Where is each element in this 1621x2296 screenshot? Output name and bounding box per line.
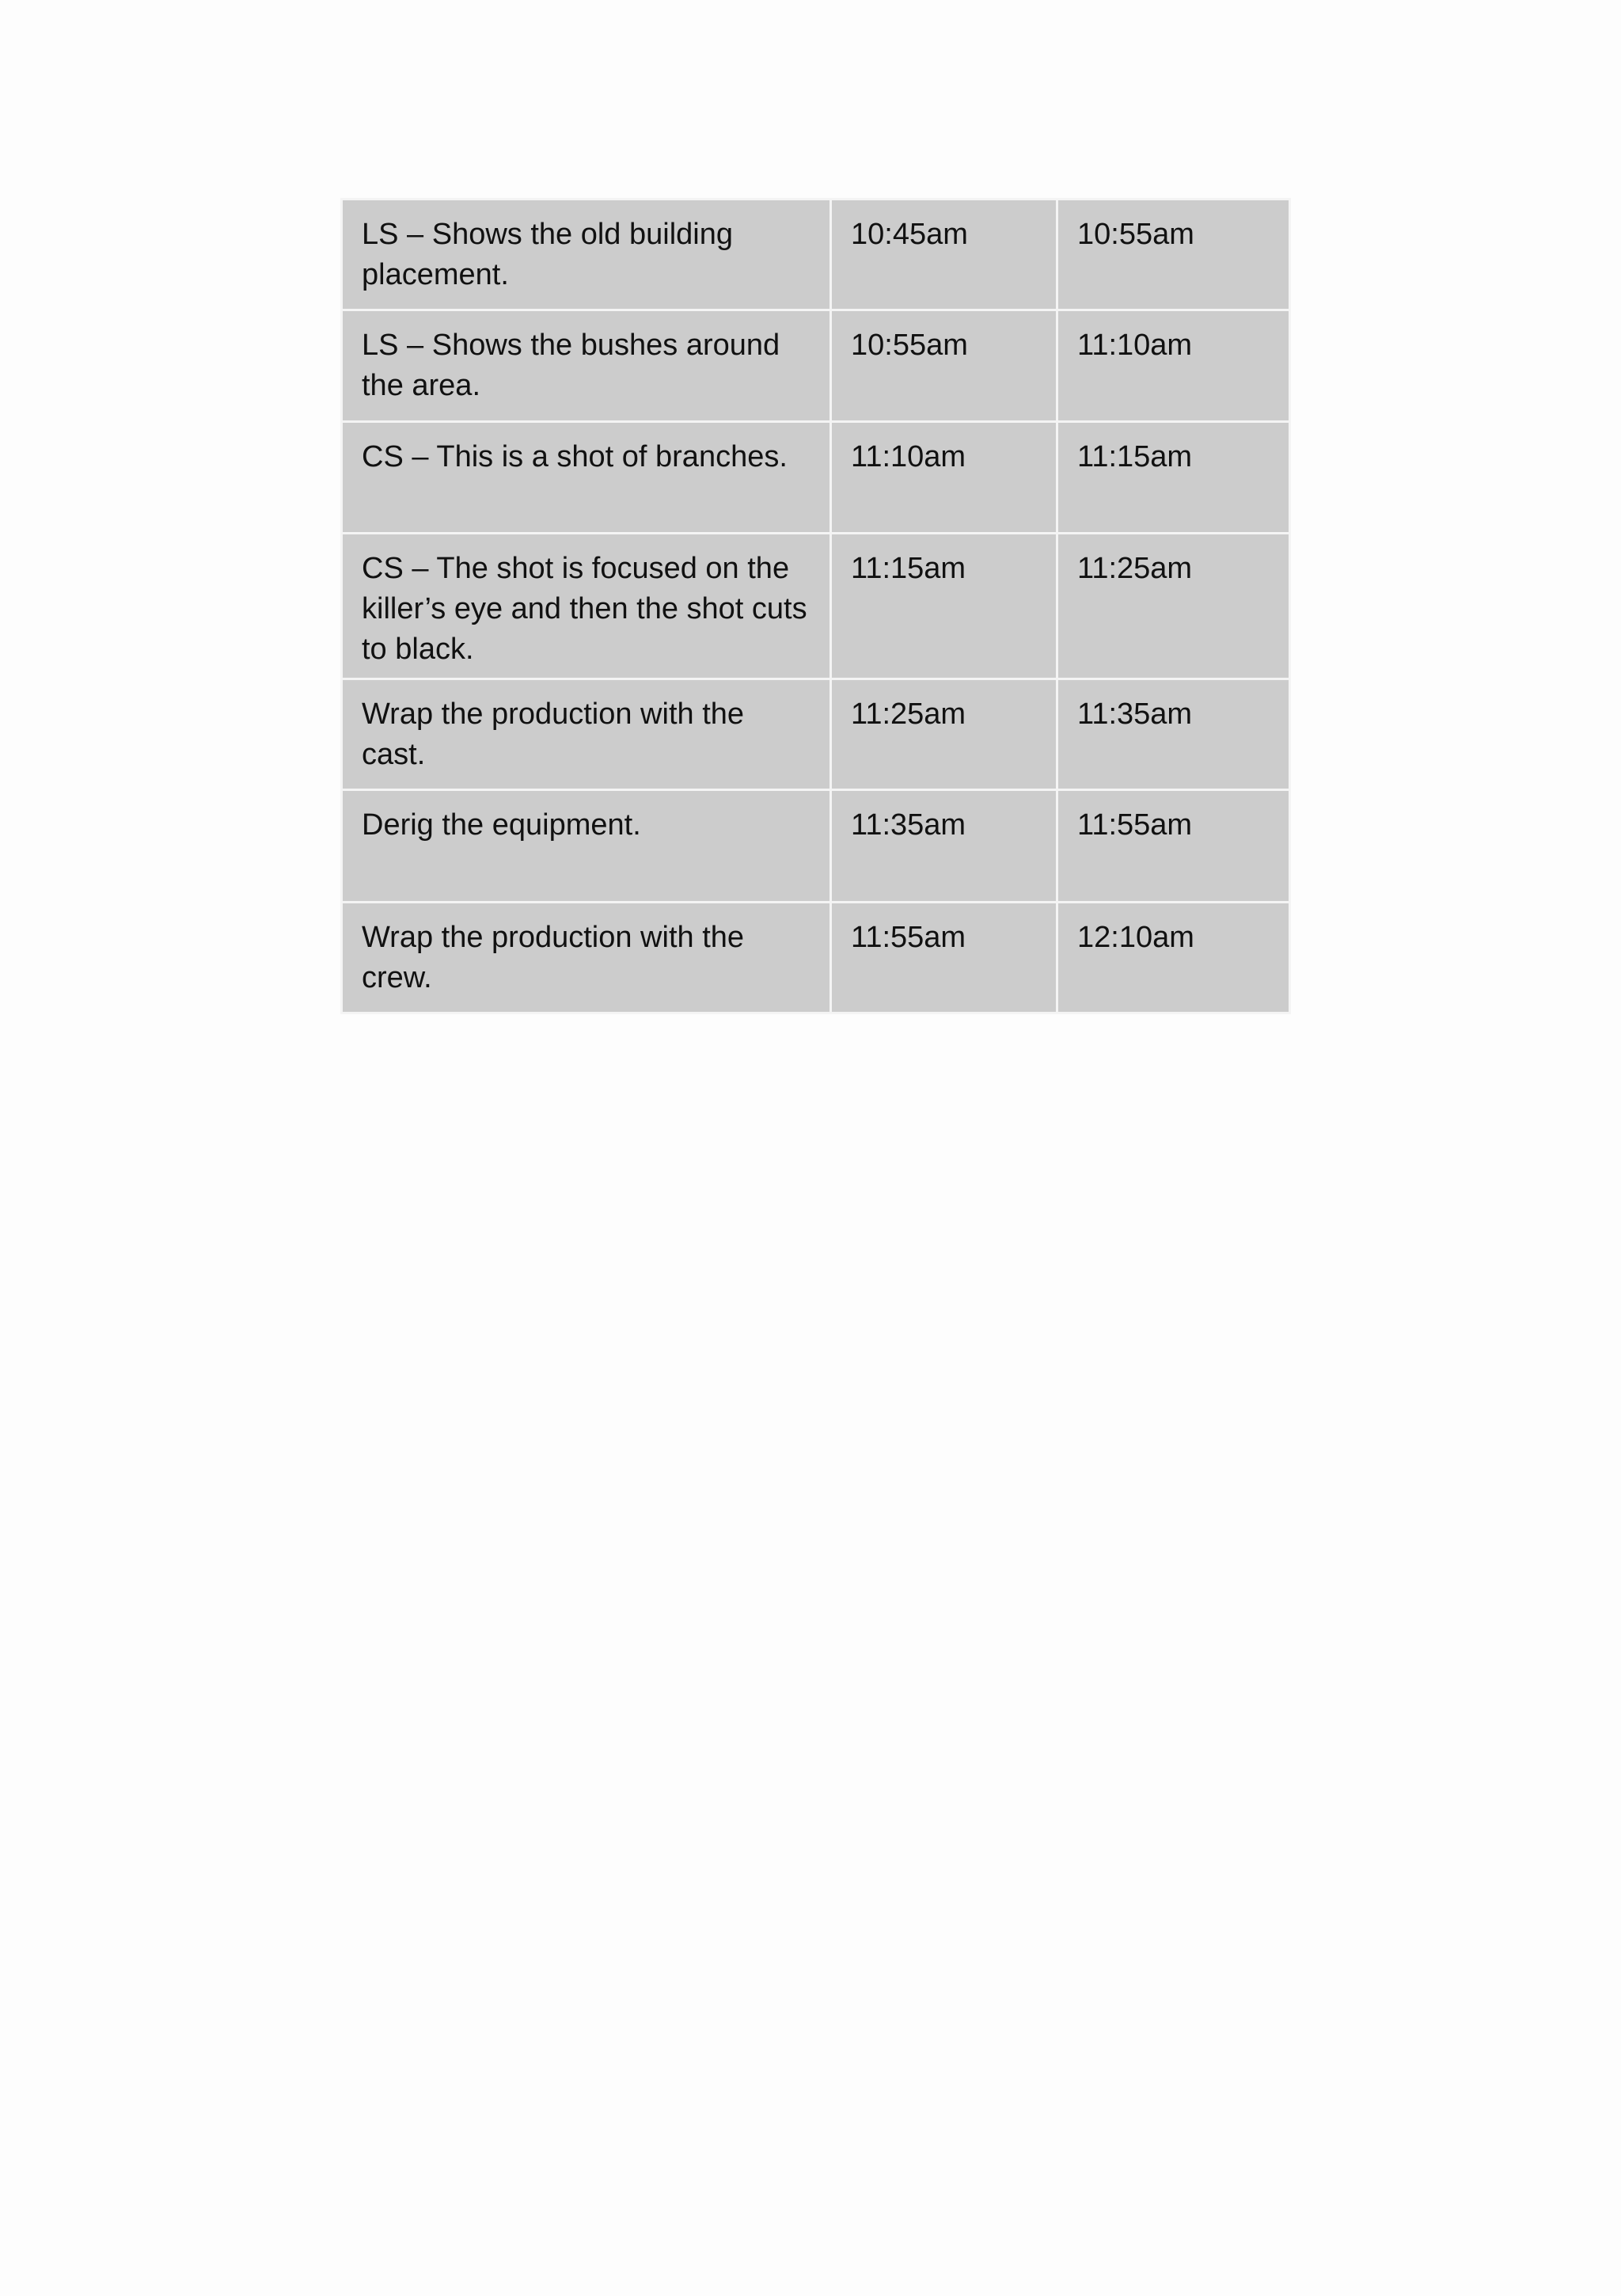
shot-description-cell: LS – Shows the old building placement. (342, 200, 831, 310)
start-time-cell: 11:10am (831, 422, 1057, 534)
end-time-cell: 12:10am (1057, 903, 1290, 1013)
table-row (342, 534, 1290, 679)
shot-description-cell: CS – This is a shot of branches. (342, 422, 831, 534)
table-row (342, 200, 1290, 310)
table-row (342, 310, 1290, 422)
start-time-cell: 11:25am (831, 679, 1057, 790)
shot-description-cell: LS – Shows the bushes around the area. (342, 310, 831, 422)
table-row (342, 422, 1290, 534)
start-time-cell: 10:55am (831, 310, 1057, 422)
table-row (342, 790, 1290, 903)
shot-description-cell: CS – The shot is focused on the killer’s eye and then the shot cuts to black. (342, 534, 831, 679)
start-time-cell: 11:55am (831, 903, 1057, 1013)
schedule-table (340, 198, 1291, 1014)
end-time-cell: 11:35am (1057, 679, 1290, 790)
table-row (342, 679, 1290, 790)
end-time-cell: 11:15am (1057, 422, 1290, 534)
start-time-cell: 11:35am (831, 790, 1057, 903)
end-time-cell: 11:10am (1057, 310, 1290, 422)
shot-description-cell: Wrap the production with the cast. (342, 679, 831, 790)
end-time-cell: 11:25am (1057, 534, 1290, 679)
end-time-cell: 10:55am (1057, 200, 1290, 310)
end-time-cell: 11:55am (1057, 790, 1290, 903)
shot-description-cell: Derig the equipment. (342, 790, 831, 903)
shot-description-cell: Wrap the production with the crew. (342, 903, 831, 1013)
start-time-cell: 10:45am (831, 200, 1057, 310)
table-row (342, 903, 1290, 1013)
start-time-cell: 11:15am (831, 534, 1057, 679)
